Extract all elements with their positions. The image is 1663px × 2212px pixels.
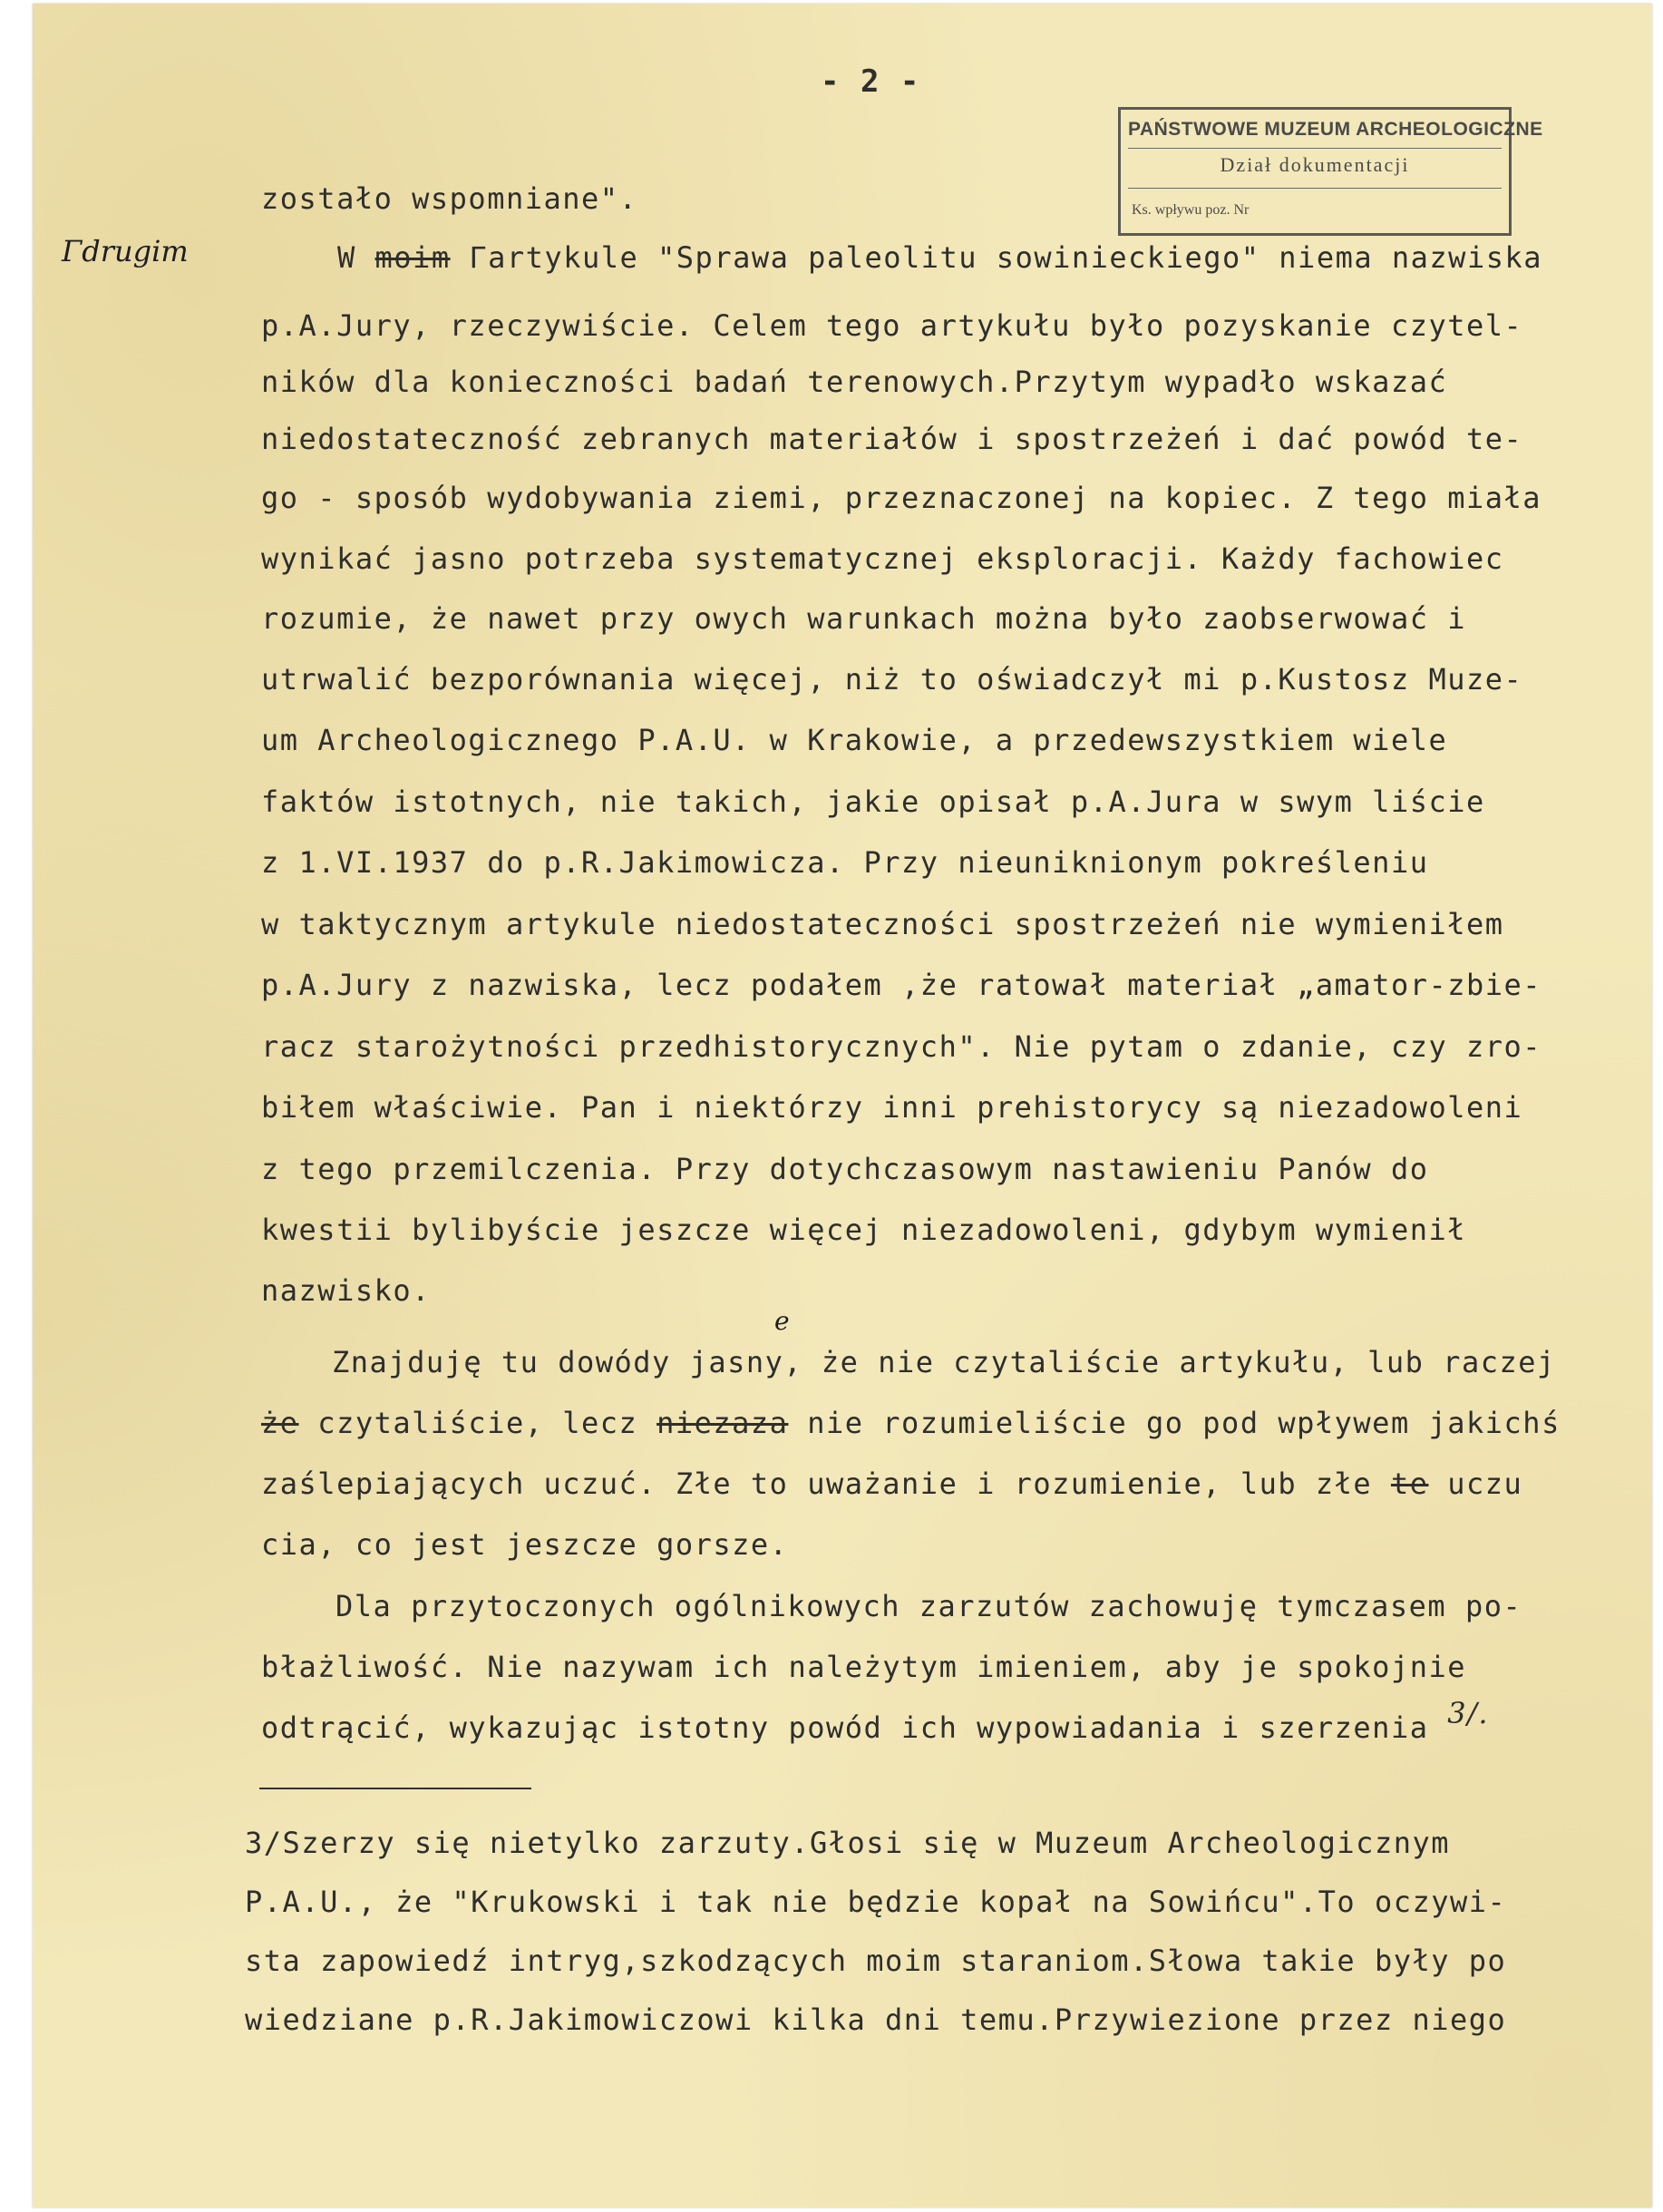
footnote-line: P.A.U., że "Krukowski i tak nie będzie kopał na Sowińcu".To oczywi-: [245, 1885, 1507, 1919]
text-fragment: nie rozumieliście go pod wpływem jakichś: [788, 1406, 1561, 1440]
text-line: p.A.Jury, rzeczywiście. Celem tego artykułu było pozyskanie czytel-: [261, 308, 1523, 343]
text-fragment: Γartykule "Sprawa paleolitu sowinieckiego" niema nazwiska: [450, 240, 1542, 275]
footnote-divider: [259, 1788, 531, 1789]
text-line: rozumie, że nawet przy owych warunkach można było zaobserwować i: [261, 601, 1466, 636]
text-line: z tego przemilczenia. Przy dotychczasowym nastawieniu Panów do: [261, 1152, 1429, 1186]
text-line: p.A.Jury z nazwiska, lecz podałem ,że ratował materiał „amator-zbie-: [261, 968, 1542, 1002]
text-line: [261, 1696, 1490, 1745]
text-line: ników dla konieczności badań terenowych.Przytym wypadło wskazać: [261, 365, 1448, 399]
handwritten-correction: e: [774, 1306, 790, 1336]
text-fragment: czytaliście, lecz: [298, 1406, 657, 1440]
text-fragment: W: [337, 240, 375, 275]
text-line: [337, 240, 1542, 275]
text-line: Dla przytoczonych ogólnikowych zarzutów zachowuję tymczasem po-: [336, 1589, 1522, 1623]
struck-word: niezaza: [656, 1406, 789, 1440]
stamp-divider: [1128, 188, 1502, 189]
text-fragment: odtrącić, wykazując istotny powód ich wypowiadania i szerzenia: [261, 1710, 1448, 1745]
text-line: [261, 1467, 1522, 1501]
text-line: zostało wspomniane".: [261, 181, 638, 216]
text-line: go - sposób wydobywania ziemi, przeznaczonej na kopiec. Z tego miała: [261, 481, 1542, 515]
footnote-line: 3/Szerzy się nietylko zarzuty.Głosi się w Muzeum Archeologicznym: [245, 1826, 1450, 1860]
text-line: racz starożytności przedhistorycznych". Nie pytam o zdanie, czy zro-: [261, 1029, 1542, 1064]
text-line: utrwalić bezporównania więcej, niż to oświadczył mi p.Kustosz Muze-: [261, 662, 1523, 697]
struck-word: że: [261, 1406, 299, 1440]
text-fragment: uczu: [1428, 1467, 1523, 1501]
text-line: błażliwość. Nie nazywam ich należytym imieniem, aby je spokojnie: [261, 1650, 1466, 1684]
stamp-department: Dział dokumentacji: [1220, 153, 1410, 176]
struck-word: te: [1390, 1467, 1429, 1501]
text-line: biłem właściwie. Pan i niektórzy inni prehistorycy są niezadowoleni: [261, 1090, 1523, 1125]
text-line: um Archeologicznego P.A.U. w Krakowie, a przedewszystkiem wiele: [261, 723, 1448, 757]
text-line: kwestii bylibyście jeszcze więcej niezadowoleni, gdybym wymienił: [261, 1213, 1466, 1247]
footnote-line: sta zapowiedź intryg,szkodzących moim staraniom.Słowa takie były po: [245, 1944, 1507, 1978]
page-number: - 2 -: [821, 63, 920, 100]
text-line: [261, 1406, 1561, 1440]
stamp-divider: [1128, 148, 1502, 149]
text-line: faktów istotnych, nie takich, jakie opisał p.A.Jura w swym liście: [261, 784, 1485, 819]
archive-stamp: [1118, 107, 1543, 236]
text-fragment: Znajduję tu dowódy jasny, że nie czytaliście artykułu, lub raczej: [332, 1345, 1556, 1379]
footnote-line: wiedziane p.R.Jakimowiczowi kilka dni temu.Przywiezione przez niego: [245, 2002, 1507, 2037]
margin-annotation: Γdrugim: [62, 234, 189, 268]
struck-word: moim: [374, 240, 451, 275]
text-line: z 1.VI.1937 do p.R.Jakimowicza. Przy nieuniknionym pokreśleniu: [261, 845, 1429, 880]
text-line: w taktycznym artykule niedostateczności spostrzeżeń nie wymieniłem: [261, 907, 1504, 941]
stamp-register-field: Ks. wpływu poz. Nr: [1132, 202, 1250, 218]
text-line: wynikać jasno potrzeba systematycznej eksploracji. Każdy fachowiec: [261, 541, 1504, 576]
text-line: cia, co jest jeszcze gorsze.: [261, 1527, 789, 1562]
text-line: nazwisko.: [261, 1273, 431, 1308]
stamp-institution: PAŃSTWOWE MUZEUM ARCHEOLOGICZNE: [1128, 119, 1543, 140]
text-fragment: zaślepiających uczuć. Złe to uważanie i rozumienie, lub złe: [261, 1467, 1391, 1501]
text-line: [332, 1345, 1556, 1379]
footnote-reference: 3/.: [1447, 1696, 1490, 1730]
text-line: niedostateczność zebranych materiałów i spostrzeżeń i dać powód te-: [261, 422, 1523, 456]
